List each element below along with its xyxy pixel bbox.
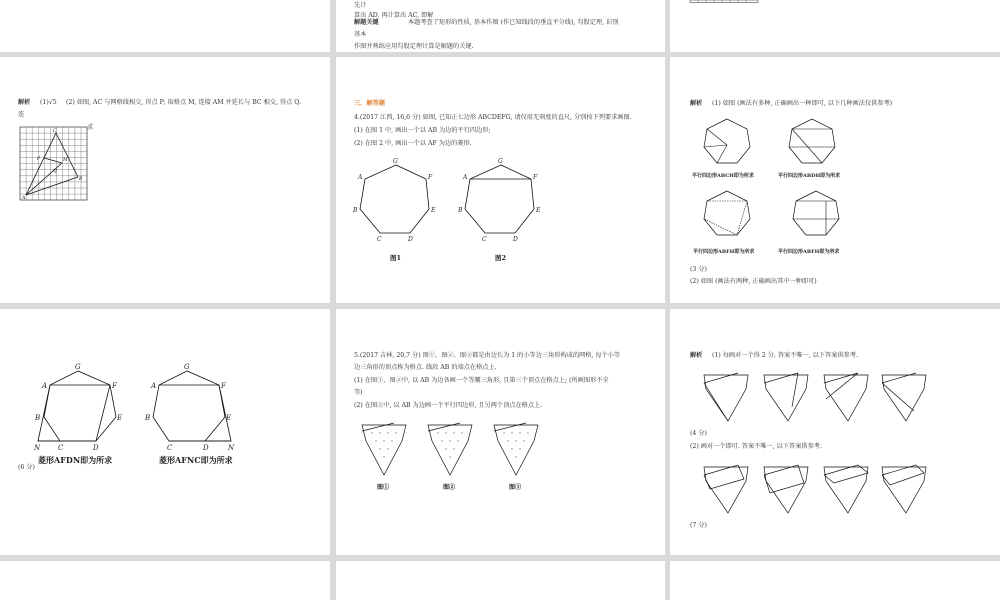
score: (4 分) — [690, 430, 707, 437]
card-top-middle — [336, 0, 665, 52]
caption-rhombus-2: 菱形AFNC即为所求 — [159, 455, 233, 465]
text-line: 连 — [18, 111, 25, 118]
vertex-b: B — [458, 207, 463, 214]
vertex-d: D — [203, 444, 209, 452]
vertex-c: C — [377, 236, 382, 243]
text-line: 作图并熟练应用勾股定理计算是解题的关键. — [354, 43, 474, 50]
text-line: (2) 如图 (画法有两种, 正确画出其中一种即可) — [690, 278, 817, 285]
rhombus-figure-1 — [30, 359, 140, 469]
score: (6 分) — [18, 464, 35, 471]
card-right-mid — [670, 57, 1000, 303]
label-b: B — [79, 177, 83, 182]
figure-2-caption: 图2 — [495, 254, 507, 262]
question-5-part1: (1) 在图①、图②中, 以 AB 为边各画一个等腰三角形, 且第三个顶点在格点上; (所画图形不全 — [354, 377, 609, 384]
question-4: 4.(2017 江西, 16,6 分) 如图, 已知正七边形 ABCDEFG, 请仅用无刻度的直尺, 分别按下列要求画图. — [354, 114, 632, 121]
vertex-g: G — [498, 158, 503, 165]
vertex-e: E — [431, 207, 436, 214]
vertex-d: D — [513, 236, 518, 243]
vertex-b: B — [353, 207, 358, 214]
label-m: M — [63, 158, 68, 163]
vertex-g: G — [393, 158, 398, 165]
vertex-g: G — [184, 363, 190, 371]
solution-heptagon-3 — [695, 187, 775, 259]
vertex-a: A — [463, 174, 468, 181]
vertex-b: B — [35, 414, 41, 422]
score: (3 分) — [690, 266, 707, 273]
vertex-e: E — [117, 414, 123, 422]
caption-1: 平行四边形ABCH即为所求 — [692, 173, 754, 179]
label-q: Q — [53, 169, 57, 174]
rhombus-figure-2 — [145, 359, 255, 469]
text-line: 本题考查了矩形的性质, 基本作图 (作已知线段的垂直平分线), 勾股定理, 识别 — [408, 19, 619, 26]
heptagon-figure-2 — [458, 157, 551, 267]
text-line: 先计 — [354, 2, 367, 9]
card-bottom-left — [0, 561, 330, 600]
vertex-a: A — [151, 382, 157, 390]
vertex-b: B — [145, 414, 151, 422]
card-center-mid — [336, 57, 665, 303]
caption-3: 平行四边形ABFH即为所求 — [693, 249, 755, 255]
figure-caption-2: 图② — [443, 484, 456, 491]
card-left-bot — [0, 309, 330, 555]
caption-2: 平行四边形ABDH即为所求 — [778, 173, 841, 179]
vertex-f: F — [428, 174, 433, 181]
card-left-mid — [0, 57, 330, 303]
section-heading: 三、解答题 — [354, 100, 385, 107]
figure-caption-1: 图① — [377, 484, 390, 491]
question-4-part2: (2) 在图 2 中, 画出一个以 AF 为边的菱形. — [354, 140, 472, 147]
card-right-bot — [670, 309, 1000, 555]
vertex-e: E — [226, 414, 232, 422]
grid-figure — [20, 127, 88, 201]
vertex-c: C — [482, 236, 487, 243]
answer-grids-row-1 — [700, 367, 940, 432]
answer-part2: (2) 如图, AC 与网格线相交, 得点 P; 取格点 M, 连接 AM 并延长与 BC 相交, 得点 Q. — [66, 99, 301, 106]
vertex-c: C — [58, 444, 64, 452]
figure-1-caption: 图1 — [390, 254, 402, 262]
vertex-d: D — [408, 236, 413, 243]
text-line: 求 — [87, 124, 94, 131]
key-tag: 解题关键 — [354, 19, 379, 26]
text-line: (1) 每画对一个得 2 分. 答案不唯一, 以下答案供参考. — [712, 352, 858, 359]
card-bottom-middle — [336, 561, 665, 600]
question-5-part2: (2) 在图③中, 以 AB 为边画一个平行四边形, 且另两个顶点在格点上. — [354, 402, 543, 409]
card-bottom-right — [670, 561, 1000, 600]
answer-grids-row-2 — [700, 459, 940, 524]
label-p: P — [37, 157, 41, 162]
text-line: (2) 画对一个即可. 答案不唯一, 以下答案供参考. — [690, 443, 822, 450]
vertex-a: A — [358, 174, 363, 181]
card-top-left — [0, 0, 330, 52]
vertex-g: G — [75, 363, 81, 371]
triangle-grid-figures — [354, 419, 554, 499]
card-top-right — [670, 0, 1000, 52]
figure-caption-3: 图③ — [509, 484, 522, 491]
question-5-cont: 边三角形的顶点称为格点. 线段 AB 的端点在格点上. — [354, 364, 497, 371]
label-c: C — [53, 129, 57, 134]
analysis-tag: 解析 — [18, 99, 31, 106]
vertex-n: N — [34, 444, 41, 452]
question-5-part1-cont: 等) — [354, 389, 363, 396]
text-line: 算出 AD, 再计算出 AC, 即解 — [354, 12, 434, 19]
vertex-f: F — [112, 382, 117, 390]
vertex-f: F — [221, 382, 226, 390]
vertex-a: A — [42, 382, 48, 390]
question-4-part1: (1) 在图 1 中, 画出一个以 AB 为边的平行四边形; — [354, 127, 491, 134]
card-center-bot — [336, 309, 665, 555]
score: (7 分) — [690, 522, 707, 529]
heptagon-figure-1 — [353, 157, 446, 267]
vertex-e: E — [536, 207, 541, 214]
text-line: 基本 — [354, 31, 367, 38]
caption-4: 平行四边形ABFH即为所求 — [778, 249, 840, 255]
caption-rhombus-1: 菱形AFDN即为所求 — [38, 455, 113, 465]
vertex-n: N — [228, 444, 235, 452]
text-line: (1) 如图 (画法有多种, 正确画出一种即可, 以下几种画法仅供参考) — [712, 100, 893, 107]
answer-part1: (1)√5 — [40, 99, 57, 106]
analysis-tag: 解析 — [690, 100, 703, 107]
solution-heptagon-2 — [780, 115, 860, 185]
grid-fragment — [690, 0, 760, 4]
solution-heptagon-1 — [692, 115, 775, 185]
vertex-d: D — [93, 444, 99, 452]
vertex-f: F — [533, 174, 538, 181]
question-5: 5.(2017 吉林, 20,7 分) 图①、图②、图③都是由边长为 1 的小等边三角形构成的网格, 每个小等 — [354, 352, 621, 359]
label-a: A — [22, 196, 26, 201]
analysis-tag: 解析 — [690, 352, 703, 359]
vertex-c: C — [167, 444, 173, 452]
solution-heptagon-4 — [780, 187, 860, 259]
